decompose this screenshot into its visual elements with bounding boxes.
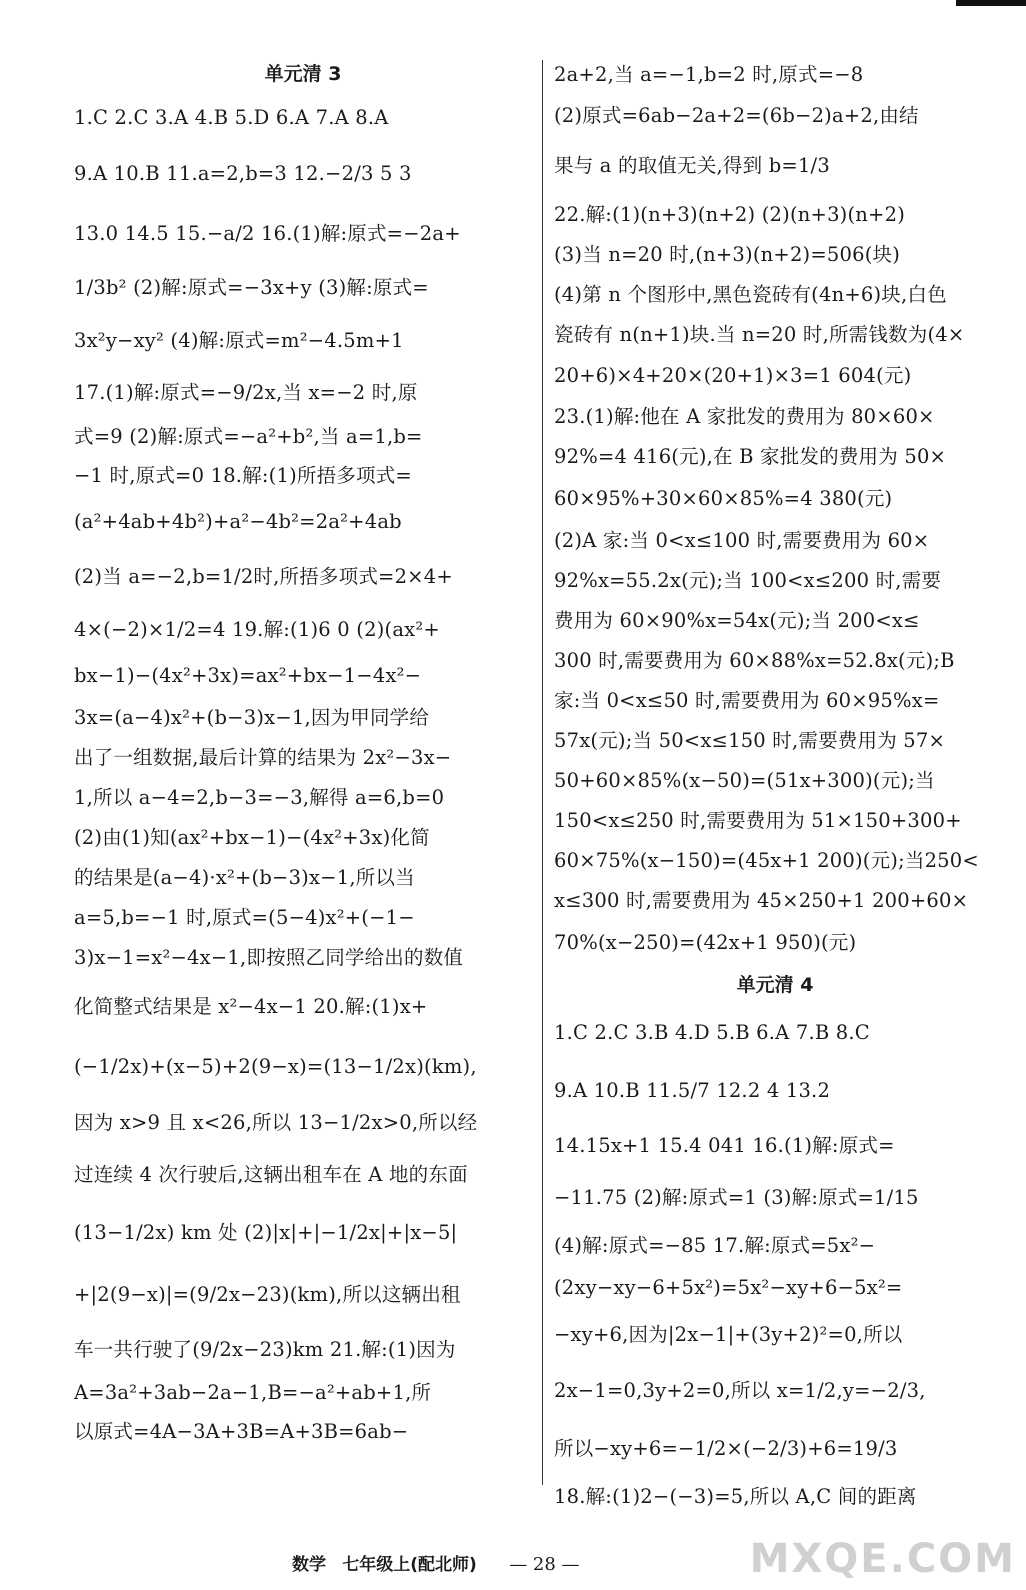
left-column [74,55,532,1452]
answer-line: a=5,b=−1 时,原式=(5−4)x²+(−1− [74,906,415,929]
answer-line: 23.(1)解:他在 A 家批发的费用为 80×60× [554,405,935,428]
answer-line: 1,所以 a−4=2,b−3=−3,解得 a=6,b=0 [74,786,445,809]
answer-line: 式=9 (2)解:原式=−a²+b²,当 a=1,b= [74,425,423,448]
answer-line: −1 时,原式=0 18.解:(1)所捂多项式= [74,464,412,487]
footer-subject: 数学 [292,1555,326,1575]
right-column [554,55,996,1517]
corner-mark [956,0,1026,6]
page-footer [292,1550,580,1575]
answer-line: 化简整式结果是 x²−4x−1 20.解:(1)x+ [74,995,428,1018]
answer-line: 3x=(a−4)x²+(b−3)x−1,因为甲同学给 [74,706,430,729]
answer-line: 22.解:(1)(n+3)(n+2) (2)(n+3)(n+2) [554,203,906,226]
answer-line: (2)原式=6ab−2a+2=(6b−2)a+2,由结 [554,104,919,127]
answer-line: 2x−1=0,3y+2=0,所以 x=1/2,y=−2/3, [554,1379,926,1402]
answer-line: 过连续 4 次行驶后,这辆出租车在 A 地的东面 [74,1163,468,1186]
answer-line: 57x(元);当 50<x≤150 时,需要费用为 57× [554,729,946,752]
answer-line: (2xy−xy−6+5x²)=5x²−xy+6−5x²= [554,1276,903,1299]
answer-line: 家:当 0<x≤50 时,需要费用为 60×95%x= [554,689,940,712]
answer-line: 20+6)×4+20×(20+1)×3=1 604(元) [554,364,912,387]
answer-line: 3x²y−xy² (4)解:原式=m²−4.5m+1 [74,329,404,352]
answer-line: (2)当 a=−2,b=1/2时,所捂多项式=2×4+ [74,565,453,588]
answer-line: 9.A 10.B 11.5/7 12.2 4 13.2 [554,1079,831,1102]
answer-line: 150<x≤250 时,需要费用为 51×150+300+ [554,809,962,832]
answer-line: −11.75 (2)解:原式=1 (3)解:原式=1/15 [554,1186,919,1209]
answer-line: 以原式=4A−3A+3B=A+3B=6ab− [74,1420,409,1443]
answer-line: (−1/2x)+(x−5)+2(9−x)=(13−1/2x)(km), [74,1055,477,1078]
answer-line: 1.C 2.C 3.A 4.B 5.D 6.A 7.A 8.A [74,106,389,129]
answer-line: −xy+6,因为|2x−1|+(3y+2)²=0,所以 [554,1323,903,1346]
answer-line: 70%(x−250)=(42x+1 950)(元) [554,931,857,954]
answer-line: +|2(9−x)|=(9/2x−23)(km),所以这辆出租 [74,1283,461,1306]
answer-line: 所以−xy+6=−1/2×(−2/3)+6=19/3 [554,1437,898,1460]
answer-line: 50+60×85%(x−50)=(51x+300)(元);当 [554,769,935,792]
answer-line: 18.解:(1)2−(−3)=5,所以 A,C 间的距离 [554,1485,917,1508]
answer-line: (3)当 n=20 时,(n+3)(n+2)=506(块) [554,243,901,266]
answer-line: 瓷砖有 n(n+1)块.当 n=20 时,所需钱数为(4× [554,323,965,346]
answer-line: 1/3b² (2)解:原式=−3x+y (3)解:原式= [74,276,429,299]
watermark-text: MXQE.COM [749,1536,1016,1582]
answer-line: (2)由(1)知(ax²+bx−1)−(4x²+3x)化简 [74,826,430,849]
answer-line: 1.C 2.C 3.B 4.D 5.B 6.A 7.B 8.C [554,1021,870,1044]
answer-line: bx−1)−(4x²+3x)=ax²+bx−1−4x²− [74,664,422,687]
answer-line: (a²+4ab+4b²)+a²−4b²=2a²+4ab [74,510,402,533]
answer-line: 果与 a 的取值无关,得到 b=1/3 [554,154,830,177]
answer-line: (2)A 家:当 0<x≤100 时,需要费用为 60× [554,529,930,552]
column-divider [542,60,543,1485]
answer-line: 出了一组数据,最后计算的结果为 2x²−3x− [74,746,452,769]
answer-line: 4×(−2)×1/2=4 19.解:(1)6 0 (2)(ax²+ [74,618,440,641]
answer-line: (4)第 n 个图形中,黑色瓷砖有(4n+6)块,白色 [554,283,947,306]
answer-line: (13−1/2x) km 处 (2)|x|+|−1/2x|+|x−5| [74,1221,458,1244]
answer-line: 60×95%+30×60×85%=4 380(元) [554,487,893,510]
answer-line: A=3a²+3ab−2a−1,B=−a²+ab+1,所 [74,1381,432,1404]
answer-line: 13.0 14.5 15.−a/2 16.(1)解:原式=−2a+ [74,222,461,245]
answer-line: 2a+2,当 a=−1,b=2 时,原式=−8 [554,63,864,86]
answer-line: 92%=4 416(元),在 B 家批发的费用为 50× [554,445,947,468]
answer-line: 3)x−1=x²−4x−1,即按照乙同学给出的数值 [74,946,464,969]
answer-line: 的结果是(a−4)·x²+(b−3)x−1,所以当 [74,866,415,889]
answer-line: 60×75%(x−150)=(45x+1 200)(元);当250< [554,849,979,872]
answer-line: 车一共行驶了(9/2x−23)km 21.解:(1)因为 [74,1338,456,1361]
answer-line: 300 时,需要费用为 60×88%x=52.8x(元);B [554,649,955,672]
footer-grade: 七年级上(配北师) [342,1555,477,1575]
answer-line: 费用为 60×90%x=54x(元);当 200<x≤ [554,609,920,632]
answer-line: 因为 x>9 且 x<26,所以 13−1/2x>0,所以经 [74,1111,478,1134]
section-heading: 单元清 4 [736,974,814,996]
page-number: — 28 — [509,1554,580,1575]
answer-line: 17.(1)解:原式=−9/2x,当 x=−2 时,原 [74,381,418,404]
answer-line: 14.15x+1 15.4 041 16.(1)解:原式= [554,1134,895,1157]
answer-line: 92%x=55.2x(元);当 100<x≤200 时,需要 [554,569,942,592]
section-heading: 单元清 3 [264,63,342,85]
answer-line: (4)解:原式=−85 17.解:原式=5x²− [554,1234,876,1257]
answer-line: 9.A 10.B 11.a=2,b=3 12.−2/3 5 3 [74,162,412,185]
answer-line: x≤300 时,需要费用为 45×250+1 200+60× [554,889,969,912]
